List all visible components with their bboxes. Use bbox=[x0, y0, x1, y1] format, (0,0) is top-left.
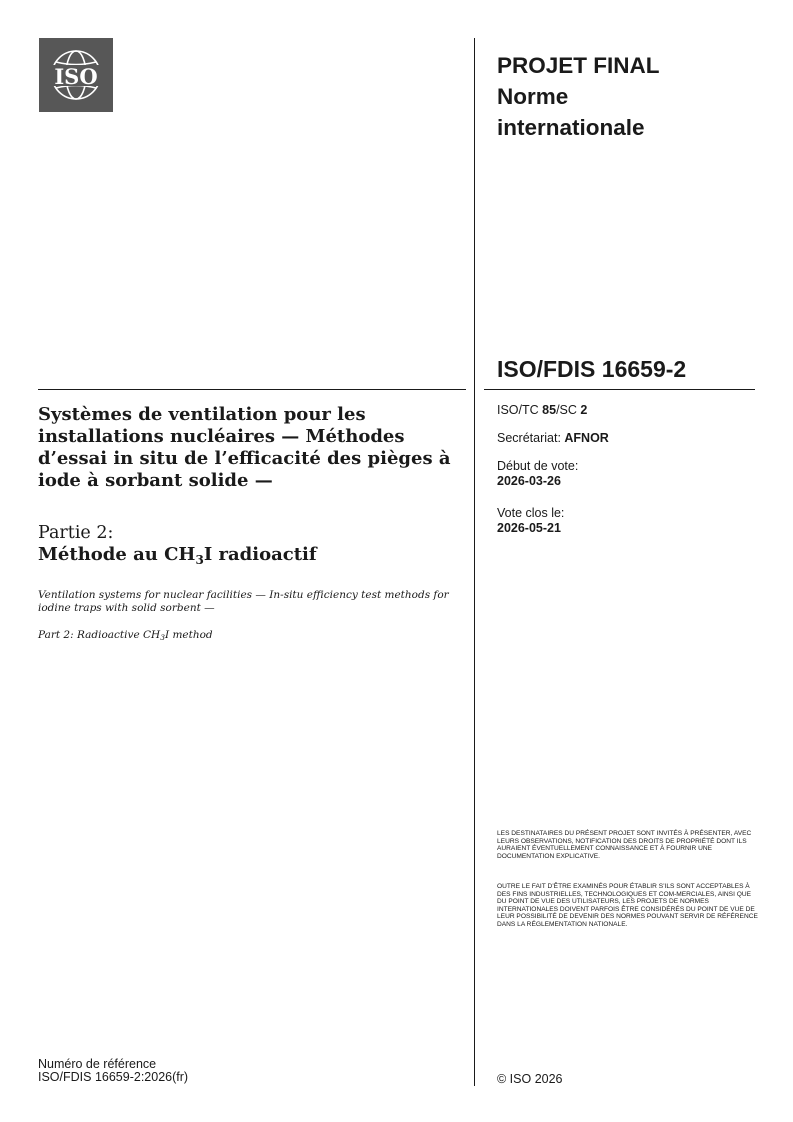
reference-label: Numéro de référence bbox=[38, 1057, 157, 1071]
french-part-title-post: I radioactif bbox=[203, 544, 317, 565]
vote-end-label: Vote clos le: bbox=[497, 506, 565, 520]
committee-prefix: ISO/TC bbox=[497, 403, 543, 417]
secretariat-label: Secrétariat: bbox=[497, 431, 565, 445]
secretariat-line bbox=[497, 431, 609, 446]
document-type-line1: Norme bbox=[497, 84, 569, 109]
vote-start-block bbox=[497, 459, 578, 489]
vote-start-value: 2026-03-26 bbox=[497, 474, 561, 488]
english-part-title-pre: Part 2: Radioactive CH bbox=[38, 629, 161, 641]
english-part-title-subscript: 3 bbox=[160, 633, 165, 642]
english-part-title bbox=[38, 629, 458, 644]
reference-number bbox=[38, 1058, 188, 1084]
vote-end-value: 2026-05-21 bbox=[497, 521, 561, 535]
reference-value: ISO/FDIS 16659-2:2026(fr) bbox=[38, 1070, 189, 1084]
document-status: PROJET FINAL bbox=[497, 53, 660, 78]
iso-logo bbox=[39, 38, 113, 112]
iso-logo-text: ISO bbox=[54, 64, 98, 89]
vote-start-label: Début de vote: bbox=[497, 459, 579, 473]
tc-number: 85 bbox=[542, 403, 557, 417]
french-part-title-subscript: 3 bbox=[195, 553, 204, 567]
document-type-line2: internationale bbox=[497, 115, 645, 140]
document-status-block bbox=[497, 50, 757, 143]
english-part-title-post: I method bbox=[164, 629, 213, 641]
sc-number: 2 bbox=[580, 403, 588, 417]
document-designation: ISO/FDIS 16659-2 bbox=[497, 356, 687, 382]
notice-paragraph-2: OUTRE LE FAIT D’ÊTRE EXAMINÉS POUR ÉTABLIR S’ILS SONT ACCEPTABLES À DES FINS INDUSTRIELLES, TECHNOLOGIQUES ET COM-MERCIALES, AINSI QUE DU POINT DE VUE DES UTILISATEURS, LES PROJETS DE NORMES INTERNATIONALES DOIVENT PARFOIS ÊTRE CONSIDÉRÉS DU POINT DE VUE DE LEUR POSSIBILITÉ DE DEVENIR DES NORMES POUVANT SERVIR DE RÉFÉRENCE DANS LA RÉGLEMENTATION NATIONALE. bbox=[497, 883, 758, 928]
secretariat-value: AFNOR bbox=[564, 431, 609, 445]
sc-separator: /SC bbox=[556, 403, 581, 417]
french-part-title bbox=[38, 543, 317, 572]
horizontal-divider-right bbox=[484, 389, 755, 390]
french-part-title-pre: Méthode au CH bbox=[38, 544, 196, 565]
vertical-divider bbox=[474, 38, 475, 1086]
copyright: © ISO 2026 bbox=[497, 1072, 563, 1086]
committee-line bbox=[497, 403, 587, 418]
notice-paragraph-1: LES DESTINATAIRES DU PRÉSENT PROJET SONT INVITÉS À PRÉSENTER, AVEC LEURS OBSERVATIONS, NOTIFICATION DES DROITS DE PROPRIÉTÉ DONT ILS AURAIENT ÉVENTUELLEMENT CONNAISSANCE ET À FOURNIR UNE DOCUMENTATION EXPLICATIVE. bbox=[497, 830, 752, 860]
iso-globe-logo-icon bbox=[39, 38, 113, 112]
english-main-title: Ventilation systems for nuclear facilities — In-situ efficiency test methods for iodine traps with solid sorbent — bbox=[38, 589, 449, 614]
french-part-label: Partie 2: bbox=[38, 523, 114, 543]
french-main-title: Systèmes de ventilation pour les installations nucléaires — Méthodes d’essai in situ de l’efficacité des pièges à iode à sorbant solide — bbox=[38, 404, 451, 491]
horizontal-divider-left bbox=[38, 389, 466, 390]
vote-end-block bbox=[497, 506, 564, 536]
